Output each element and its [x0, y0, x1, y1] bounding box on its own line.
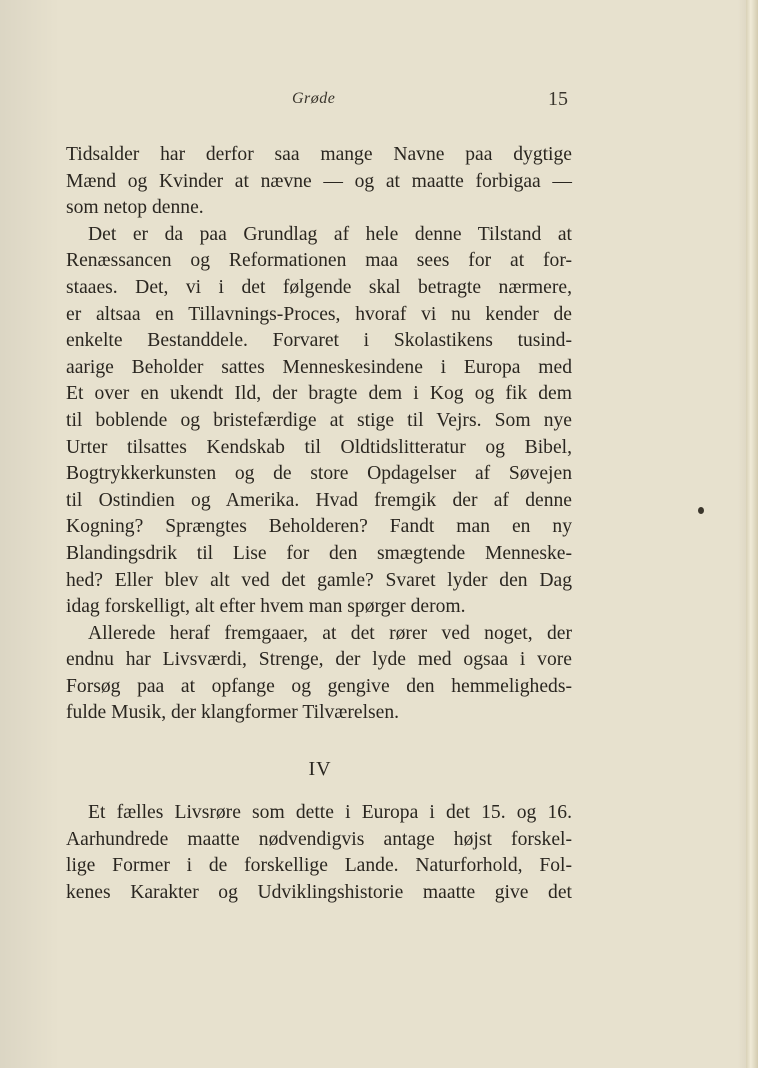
text-line: Et fælles Livsrøre som dette i Europa i det 15. og 16.: [88, 802, 572, 823]
text-line: Blandingsdrik til Lise for den smægtende Menneske-: [66, 542, 572, 564]
text-line: Bogtrykkerkunsten og de store Opdagelser af Søvejen: [66, 463, 572, 485]
page-number: 15: [548, 88, 568, 110]
text-line: idag forskelligt, alt efter hvem man spørger derom.: [66, 596, 466, 618]
text-line: enkelte Bestanddele. Forvaret i Skolastikens tusind-: [66, 330, 572, 352]
page-edge: [746, 0, 758, 1068]
text-line: som netop denne.: [66, 197, 204, 219]
running-title: Grøde: [292, 90, 336, 107]
text-line: kenes Karakter og Udviklingshistorie maatte give det: [66, 881, 572, 903]
text-line: endnu har Livsværdi, Strenge, der lyde med ogsaa i vore: [66, 649, 572, 671]
text-line: aarige Beholder sattes Menneskesindene i Europa med: [66, 356, 572, 378]
text-line: hed? Eller blev alt ved det gamle? Svaret lyder den Dag: [66, 569, 572, 591]
text-line: Det er da paa Grundlag af hele denne Tilstand at: [88, 223, 572, 245]
text-line: Urter tilsattes Kendskab til Oldtidslitteratur og Bibel,: [66, 436, 572, 458]
text-line: Aarhundrede maatte nødvendigvis antage højst forskel-: [66, 828, 572, 850]
text-line: Et over en ukendt Ild, der bragte dem i Kog og fik dem: [66, 383, 572, 405]
text-line: Forsøg paa at opfange og gengive den hemmeligheds-: [66, 675, 572, 697]
text-line: Allerede heraf fremgaaer, at det rører ved noget, der: [88, 622, 572, 644]
text-line: staaes. Det, vi i det følgende skal betragte nærmere,: [66, 276, 572, 298]
section-heading: IV: [308, 758, 332, 780]
ink-speck: [698, 507, 704, 514]
section-body-text: [66, 800, 572, 906]
text-line: fulde Musik, der klangformer Tilværelsen.: [66, 702, 400, 724]
text-line: Tidsalder har derfor saa mange Navne paa dygtige: [66, 144, 572, 165]
text-line: lige Former i de forskellige Lande. Naturforhold, Fol-: [66, 855, 572, 877]
text-line: Mænd og Kvinder at nævne — og at maatte forbigaa —: [66, 170, 572, 192]
body-text: [66, 142, 572, 727]
text-line: Kogning? Sprængtes Beholderen? Fandt man en ny: [66, 516, 572, 538]
text-line: til Ostindien og Amerika. Hvad fremgik der af denne: [66, 489, 572, 511]
text-line: er altsaa en Tillavnings-Proces, hvoraf vi nu kender de: [66, 303, 572, 325]
text-line: Renæssancen og Reformationen maa sees for at for-: [66, 250, 572, 272]
text-line: til boblende og bristefærdige at stige til Vejrs. Som nye: [66, 409, 572, 431]
